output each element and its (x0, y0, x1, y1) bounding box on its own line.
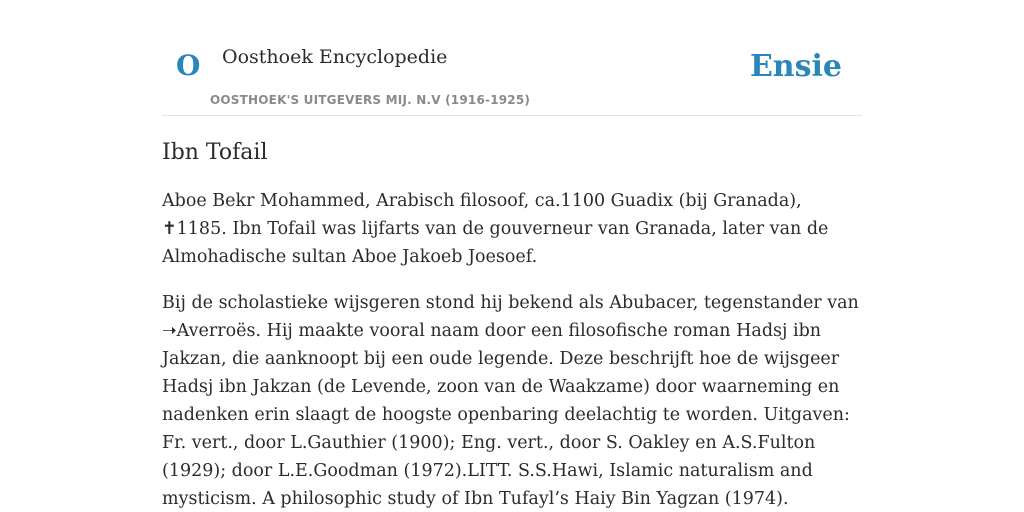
publisher-subtitle: OOSTHOEK'S UITGEVERS MIJ. N.V (1916-1925) (210, 93, 531, 107)
ensie-logo-link[interactable]: Ensie (749, 49, 842, 84)
entry-paragraph-2 (162, 289, 862, 512)
article (162, 140, 862, 512)
entry-paragraph-1: Aboe Bekr Mohammed, Arabisch filosoof, ca.1100 Guadix (bij Granada), ✝1185. Ibn Tofail was lijfarts van de gouverneur van Granada, later van de Almohadische sultan Aboe Jakoeb Joesoef. (162, 191, 829, 267)
paragraph-2-text-before: Bij de scholastieke wijsgeren stond hij bekend als Abubacer, tegenstander van (162, 293, 859, 313)
paragraph-2-text-after: . Hij maakte vooral naam door een filosofische roman Hadsj ibn Jakzan, die aanknoopt bij een oude legende. Deze beschrijft hoe de wijsgeer Hadsj ibn Jakzan (de Levende, zoon van de Waakzame) door waarneming en nadenken erin slaagt de hoogste openbaring deelachtig te worden. Uitgaven: Fr. vert., door L.Gauthier (1900); Eng. vert., door S. Oakley en A.S.Fulton (1929); door L.E.Goodman (1972).LITT. S.S.Hawi, Islamic naturalism and mysticism. A philosophic study of Ibn Tufayl’s Haiy Bin Yagzan (1974). (162, 321, 850, 509)
site-title[interactable]: Oosthoek Encyclopedie (222, 46, 448, 68)
oosthoek-logo[interactable]: O (176, 49, 201, 82)
entry-title: Ibn Tofail (162, 140, 268, 165)
site-header (162, 38, 862, 116)
averroes-cross-reference-link[interactable]: ➝Averroës (162, 321, 256, 341)
